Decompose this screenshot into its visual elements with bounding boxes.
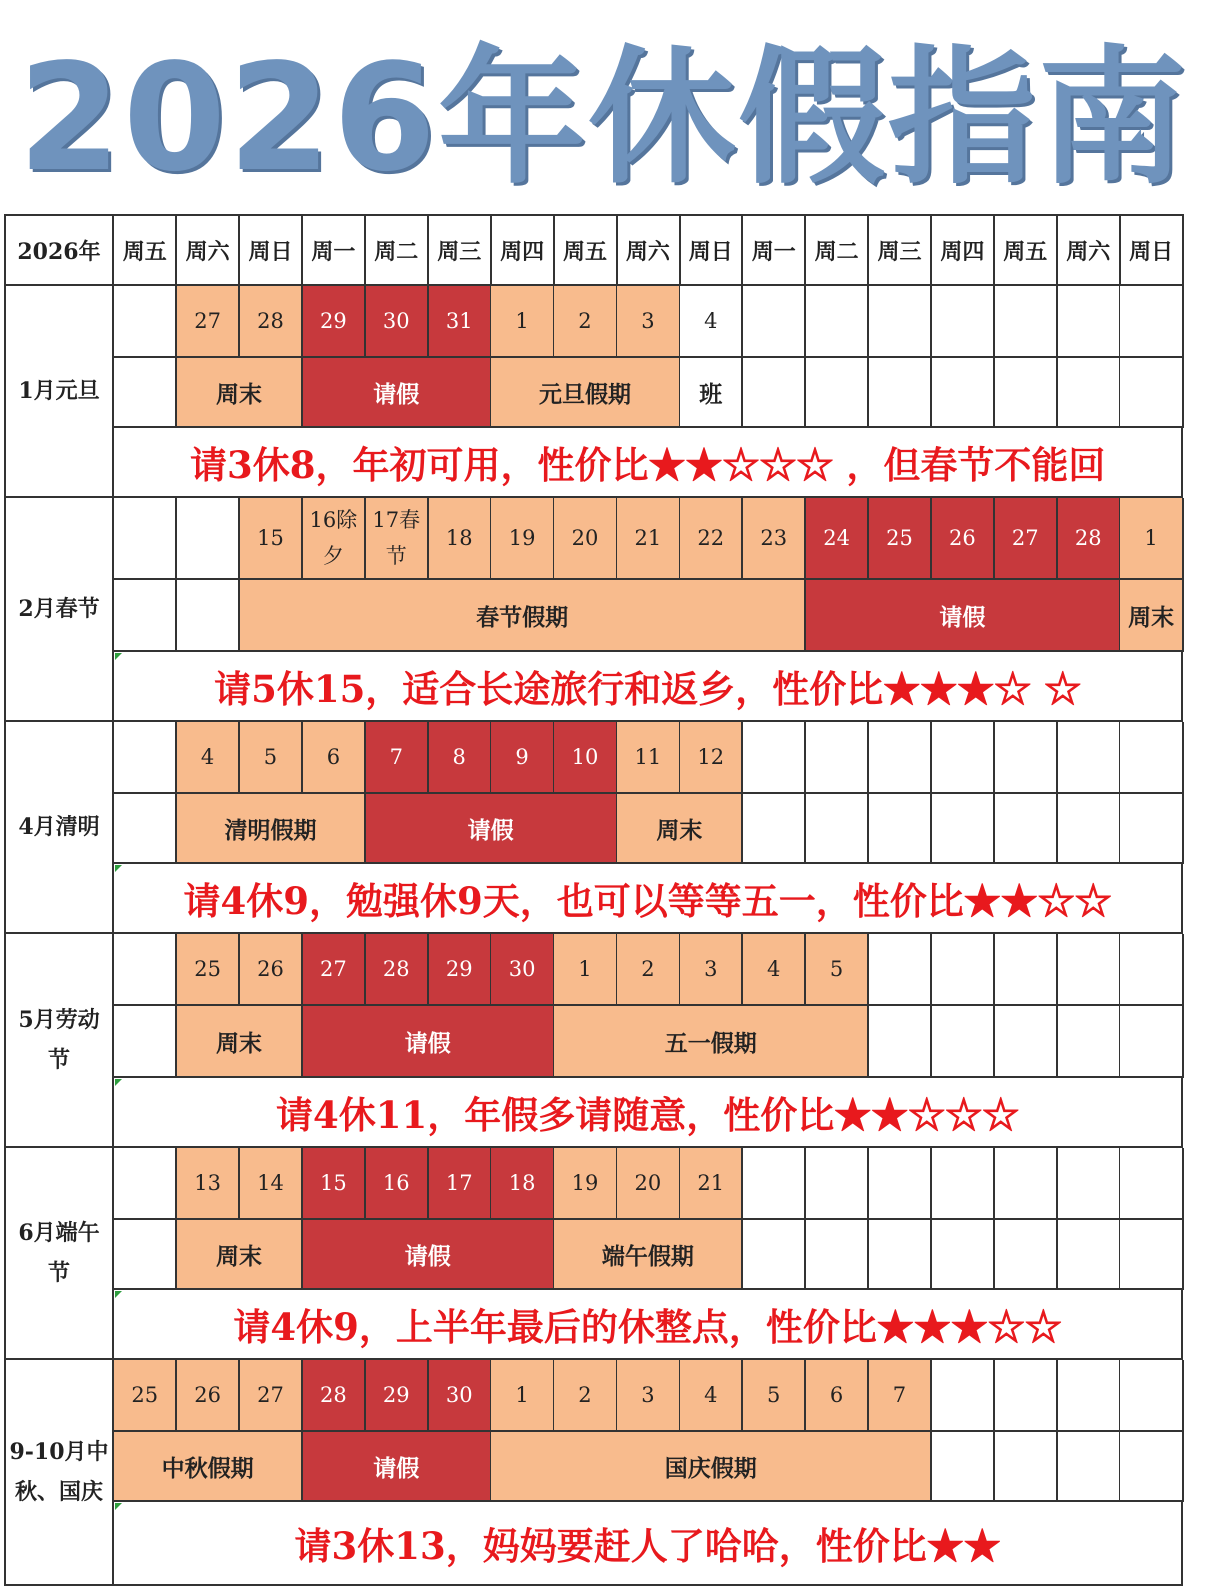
empty-cell xyxy=(1120,722,1183,794)
empty-cell xyxy=(806,1148,869,1220)
note-text: 请4休9，上半年最后的休整点，性价比★★★☆☆ xyxy=(114,1290,1183,1360)
period-label: 元旦假期 xyxy=(491,358,680,428)
empty-cell xyxy=(114,1148,177,1220)
header-weekday: 周六 xyxy=(1058,214,1121,286)
day-cell: 16除夕 xyxy=(303,498,366,580)
day-cell: 4 xyxy=(680,286,743,358)
empty-cell xyxy=(995,286,1058,358)
period-label: 端午假期 xyxy=(554,1220,743,1290)
header-weekday: 周日 xyxy=(1120,214,1183,286)
day-cell: 27 xyxy=(240,1360,303,1432)
empty-cell xyxy=(114,358,177,428)
empty-cell xyxy=(114,934,177,1006)
day-cell: 18 xyxy=(491,1148,554,1220)
month-label: 1月元旦 xyxy=(4,286,114,498)
period-label: 周末 xyxy=(177,358,303,428)
empty-cell xyxy=(1120,358,1183,428)
day-cell: 29 xyxy=(366,1360,429,1432)
day-cell: 30 xyxy=(429,1360,492,1432)
cell-comment-marker xyxy=(115,1079,122,1086)
day-cell: 26 xyxy=(240,934,303,1006)
header-weekday: 周六 xyxy=(177,214,240,286)
header-weekday: 周三 xyxy=(429,214,492,286)
empty-cell xyxy=(743,1148,806,1220)
empty-cell xyxy=(932,286,995,358)
note-text: 请3休13，妈妈要赶人了哈哈，性价比★★ xyxy=(114,1502,1183,1586)
header-weekday: 周五 xyxy=(114,214,177,286)
empty-cell xyxy=(995,1432,1058,1502)
period-label: 五一假期 xyxy=(554,1006,869,1078)
empty-cell xyxy=(177,498,240,580)
empty-cell xyxy=(114,794,177,864)
day-cell: 30 xyxy=(491,934,554,1006)
empty-cell xyxy=(1120,934,1183,1006)
day-cell: 27 xyxy=(303,934,366,1006)
empty-cell xyxy=(806,358,869,428)
day-cell: 12 xyxy=(680,722,743,794)
day-cell: 8 xyxy=(429,722,492,794)
note-text: 请5休15，适合长途旅行和返乡，性价比★★★☆ ☆ xyxy=(114,652,1183,722)
day-cell: 6 xyxy=(806,1360,869,1432)
period-label: 春节假期 xyxy=(240,580,807,652)
day-cell: 3 xyxy=(617,1360,680,1432)
empty-cell xyxy=(932,1148,995,1220)
empty-cell xyxy=(869,794,932,864)
day-cell: 4 xyxy=(680,1360,743,1432)
empty-cell xyxy=(869,1006,932,1078)
period-label: 请假 xyxy=(303,1006,555,1078)
day-cell: 27 xyxy=(177,286,240,358)
month-label: 4月清明 xyxy=(4,722,114,934)
page-title: 2026年休假指南 xyxy=(18,32,1188,204)
empty-cell xyxy=(995,1220,1058,1290)
day-cell: 27 xyxy=(995,498,1058,580)
day-cell: 23 xyxy=(743,498,806,580)
empty-cell xyxy=(1120,1148,1183,1220)
empty-cell xyxy=(1058,286,1121,358)
day-cell: 6 xyxy=(303,722,366,794)
empty-cell xyxy=(932,722,995,794)
empty-cell xyxy=(932,358,995,428)
day-cell: 22 xyxy=(680,498,743,580)
header-weekday: 周二 xyxy=(366,214,429,286)
day-cell: 28 xyxy=(1058,498,1121,580)
empty-cell xyxy=(806,722,869,794)
day-cell: 20 xyxy=(617,1148,680,1220)
day-cell: 15 xyxy=(303,1148,366,1220)
day-cell: 5 xyxy=(806,934,869,1006)
note-text: 请4休11，年假多请随意，性价比★★☆☆☆ xyxy=(114,1078,1183,1148)
day-cell: 28 xyxy=(240,286,303,358)
period-label: 周末 xyxy=(1120,580,1183,652)
day-cell: 9 xyxy=(491,722,554,794)
day-cell: 16 xyxy=(366,1148,429,1220)
header-weekday: 周二 xyxy=(806,214,869,286)
empty-cell xyxy=(1058,1360,1121,1432)
day-cell: 5 xyxy=(743,1360,806,1432)
empty-cell xyxy=(743,358,806,428)
period-label: 清明假期 xyxy=(177,794,366,864)
note-text: 请4休9，勉强休9天，也可以等等五一，性价比★★☆☆ xyxy=(114,864,1183,934)
day-cell: 30 xyxy=(366,286,429,358)
day-cell: 1 xyxy=(491,1360,554,1432)
empty-cell xyxy=(869,286,932,358)
empty-cell xyxy=(743,722,806,794)
note-text: 请3休8，年初可用，性价比★★☆☆☆ ，但春节不能回 xyxy=(114,428,1183,498)
empty-cell xyxy=(995,722,1058,794)
day-cell: 15 xyxy=(240,498,303,580)
empty-cell xyxy=(1058,722,1121,794)
empty-cell xyxy=(806,1220,869,1290)
day-cell: 1 xyxy=(491,286,554,358)
empty-cell xyxy=(114,286,177,358)
empty-cell xyxy=(995,1006,1058,1078)
period-label: 请假 xyxy=(303,1432,492,1502)
empty-cell xyxy=(932,1432,995,1502)
period-label: 周末 xyxy=(177,1220,303,1290)
empty-cell xyxy=(743,1220,806,1290)
empty-cell xyxy=(869,1148,932,1220)
day-cell: 1 xyxy=(1120,498,1183,580)
month-label: 5月劳动节 xyxy=(4,934,114,1148)
empty-cell xyxy=(869,934,932,1006)
header-weekday: 周五 xyxy=(995,214,1058,286)
period-label: 周末 xyxy=(617,794,743,864)
period-label: 请假 xyxy=(303,358,492,428)
empty-cell xyxy=(743,794,806,864)
cell-comment-marker xyxy=(115,1291,122,1298)
day-cell: 31 xyxy=(429,286,492,358)
empty-cell xyxy=(1120,1006,1183,1078)
empty-cell xyxy=(1120,286,1183,358)
empty-cell xyxy=(114,1220,177,1290)
empty-cell xyxy=(995,1360,1058,1432)
empty-cell xyxy=(1058,358,1121,428)
header-weekday: 周日 xyxy=(240,214,303,286)
month-label: 9-10月中秋、国庆 xyxy=(4,1360,114,1586)
empty-cell xyxy=(1120,794,1183,864)
empty-cell xyxy=(995,794,1058,864)
empty-cell xyxy=(114,722,177,794)
period-label: 中秋假期 xyxy=(114,1432,303,1502)
header-weekday: 周一 xyxy=(303,214,366,286)
empty-cell xyxy=(932,1220,995,1290)
day-cell: 19 xyxy=(554,1148,617,1220)
period-label: 国庆假期 xyxy=(491,1432,932,1502)
empty-cell xyxy=(1058,1148,1121,1220)
month-label: 6月端午节 xyxy=(4,1148,114,1360)
empty-cell xyxy=(1120,1220,1183,1290)
day-cell: 21 xyxy=(680,1148,743,1220)
empty-cell xyxy=(869,1220,932,1290)
day-cell: 20 xyxy=(554,498,617,580)
empty-cell xyxy=(995,934,1058,1006)
period-label: 周末 xyxy=(177,1006,303,1078)
empty-cell xyxy=(1058,1432,1121,1502)
empty-cell xyxy=(806,794,869,864)
header-weekday: 周五 xyxy=(554,214,617,286)
day-cell: 29 xyxy=(429,934,492,1006)
period-label: 请假 xyxy=(806,580,1121,652)
empty-cell xyxy=(114,498,177,580)
empty-cell xyxy=(1058,1220,1121,1290)
day-cell: 5 xyxy=(240,722,303,794)
empty-cell xyxy=(932,794,995,864)
empty-cell xyxy=(1058,794,1121,864)
empty-cell xyxy=(1058,934,1121,1006)
day-cell: 21 xyxy=(617,498,680,580)
month-label: 2月春节 xyxy=(4,498,114,722)
empty-cell xyxy=(869,358,932,428)
day-cell: 28 xyxy=(303,1360,366,1432)
day-cell: 26 xyxy=(932,498,995,580)
day-cell: 29 xyxy=(303,286,366,358)
day-cell: 3 xyxy=(680,934,743,1006)
day-cell: 25 xyxy=(114,1360,177,1432)
period-label: 请假 xyxy=(366,794,618,864)
empty-cell xyxy=(1120,1360,1183,1432)
empty-cell xyxy=(1120,1432,1183,1502)
day-cell: 14 xyxy=(240,1148,303,1220)
header-weekday: 周六 xyxy=(617,214,680,286)
day-cell: 17春节 xyxy=(366,498,429,580)
day-cell: 4 xyxy=(177,722,240,794)
empty-cell xyxy=(743,286,806,358)
day-cell: 2 xyxy=(617,934,680,1006)
cell-comment-marker xyxy=(115,1503,122,1510)
day-cell: 24 xyxy=(806,498,869,580)
day-cell: 18 xyxy=(429,498,492,580)
empty-cell xyxy=(869,722,932,794)
header-weekday: 周四 xyxy=(491,214,554,286)
day-cell: 17 xyxy=(429,1148,492,1220)
day-cell: 11 xyxy=(617,722,680,794)
day-cell: 25 xyxy=(869,498,932,580)
day-cell: 2 xyxy=(554,1360,617,1432)
empty-cell xyxy=(177,580,240,652)
empty-cell xyxy=(995,358,1058,428)
day-cell: 2 xyxy=(554,286,617,358)
header-weekday: 周三 xyxy=(869,214,932,286)
day-cell: 13 xyxy=(177,1148,240,1220)
cell-comment-marker xyxy=(115,865,122,872)
day-cell: 4 xyxy=(743,934,806,1006)
day-cell: 25 xyxy=(177,934,240,1006)
empty-cell xyxy=(932,1006,995,1078)
cell-comment-marker xyxy=(115,653,122,660)
day-cell: 3 xyxy=(617,286,680,358)
day-cell: 7 xyxy=(869,1360,932,1432)
day-cell: 10 xyxy=(554,722,617,794)
empty-cell xyxy=(932,934,995,1006)
day-cell: 26 xyxy=(177,1360,240,1432)
header-year: 2026年 xyxy=(4,214,114,286)
day-cell: 28 xyxy=(366,934,429,1006)
header-weekday: 周一 xyxy=(743,214,806,286)
header-weekday: 周日 xyxy=(680,214,743,286)
empty-cell xyxy=(806,286,869,358)
day-cell: 19 xyxy=(491,498,554,580)
empty-cell xyxy=(1058,1006,1121,1078)
empty-cell xyxy=(114,580,177,652)
day-cell: 1 xyxy=(554,934,617,1006)
header-weekday: 周四 xyxy=(932,214,995,286)
empty-cell xyxy=(932,1360,995,1432)
period-label: 班 xyxy=(680,358,743,428)
period-label: 请假 xyxy=(303,1220,555,1290)
empty-cell xyxy=(114,1006,177,1078)
day-cell: 7 xyxy=(366,722,429,794)
empty-cell xyxy=(995,1148,1058,1220)
